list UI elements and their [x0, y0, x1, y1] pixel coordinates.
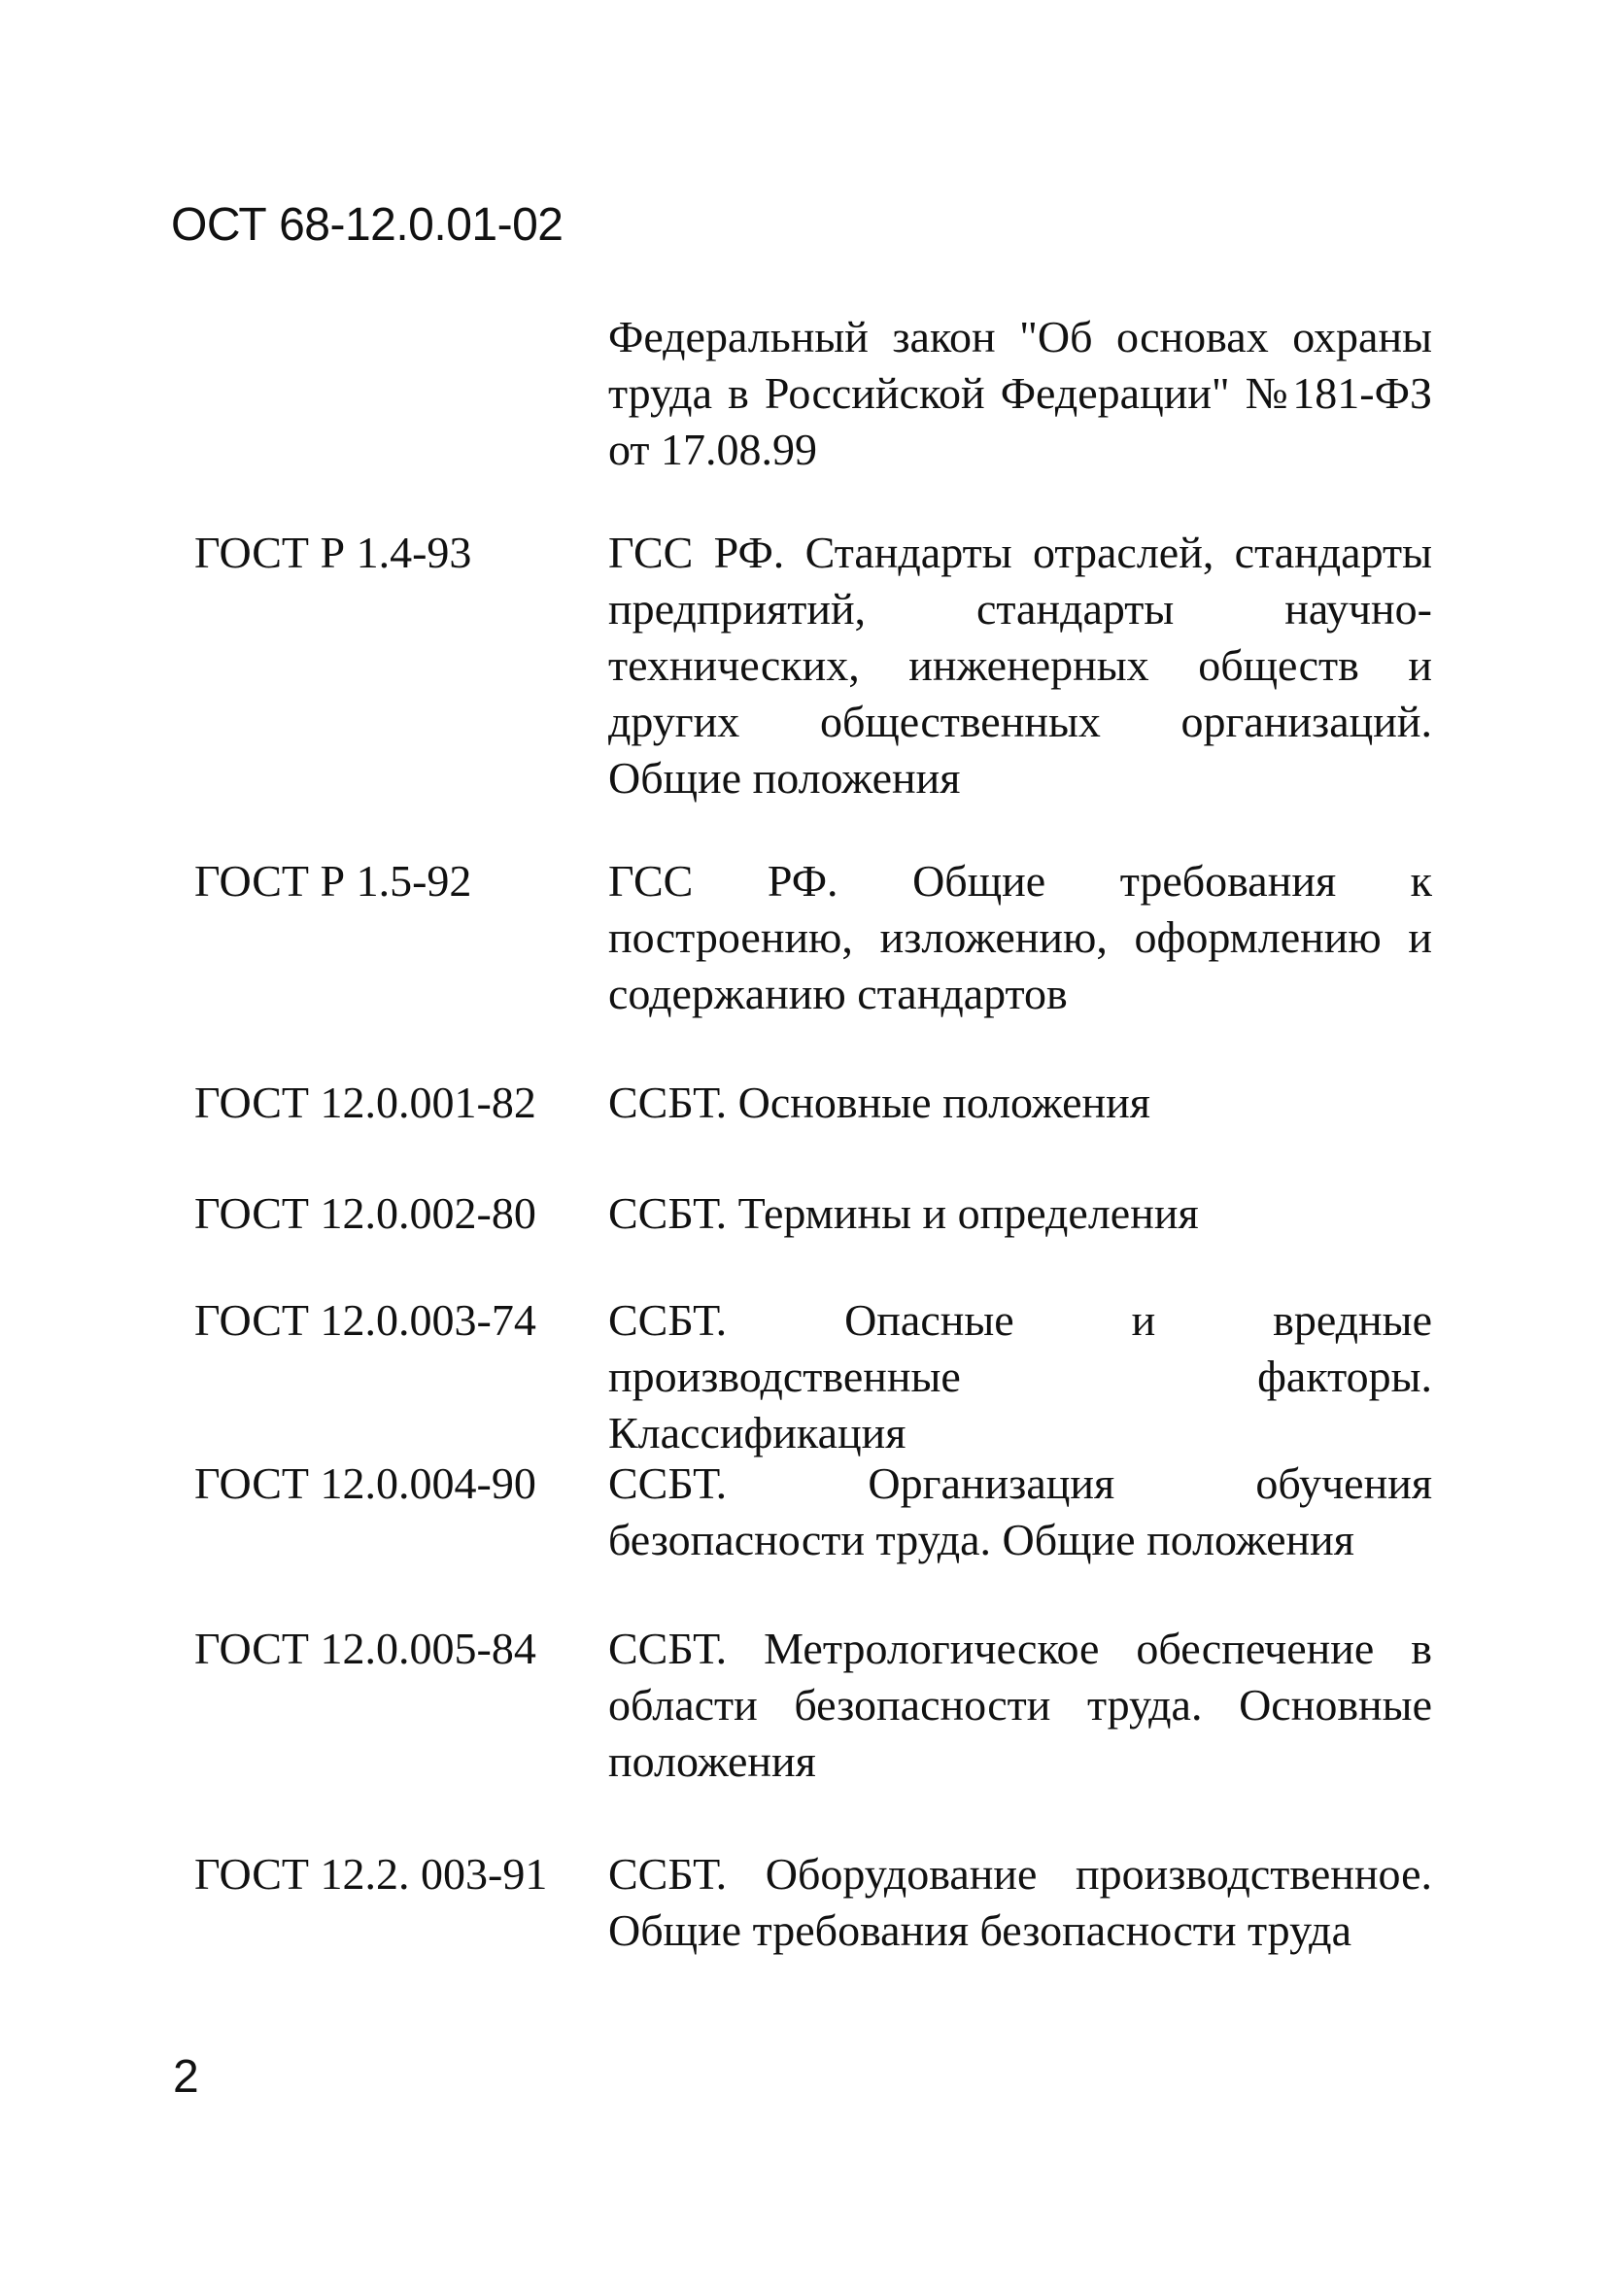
reference-code: ГОСТ 12.0.005-84 [194, 1624, 536, 1673]
reference-code: ГОСТ 12.2. 003-91 [194, 1849, 548, 1899]
document-code-header: ОСТ 68-12.0.01-02 [171, 199, 564, 251]
reference-code: ГОСТ 12.0.003-74 [194, 1295, 536, 1345]
reference-title: ССБТ. Основные положения [608, 1078, 1150, 1127]
reference-title: ССБТ. Термины и определения [608, 1188, 1199, 1238]
reference-code: ГОСТ 12.0.002-80 [194, 1188, 536, 1238]
reference-title: ССБТ. Метрологическое обеспечение в области безопасности труда. Основные положения [608, 1624, 1432, 1786]
reference-title: ССБТ. Оборудование производственное. Общие требования безопасности труда [608, 1849, 1432, 1955]
reference-code: ГОСТ 12.0.001-82 [194, 1078, 536, 1127]
reference-code: ГОСТ Р 1.4-93 [194, 528, 472, 577]
reference-code: ГОСТ 12.0.004-90 [194, 1458, 536, 1508]
reference-title: ССБТ. Опасные и вредные производственные факторы. Классификация [608, 1295, 1432, 1457]
federal-law-reference: Федеральный закон "Об основах охраны труда в Российской Федерации" №181-ФЗ от 17.08.99 [608, 312, 1432, 474]
page-number: 2 [173, 2051, 199, 2103]
reference-title: ГСС РФ. Стандарты отраслей, стандарты предприятий, стандарты научно-технических, инженерных обществ и других общественных организаций. Общие положения [608, 528, 1432, 803]
reference-title: ГСС РФ. Общие требования к построению, изложению, оформлению и содержанию стандартов [608, 856, 1432, 1018]
reference-code: ГОСТ Р 1.5-92 [194, 856, 472, 906]
reference-title: ССБТ. Организация обучения безопасности труда. Общие положения [608, 1458, 1432, 1564]
